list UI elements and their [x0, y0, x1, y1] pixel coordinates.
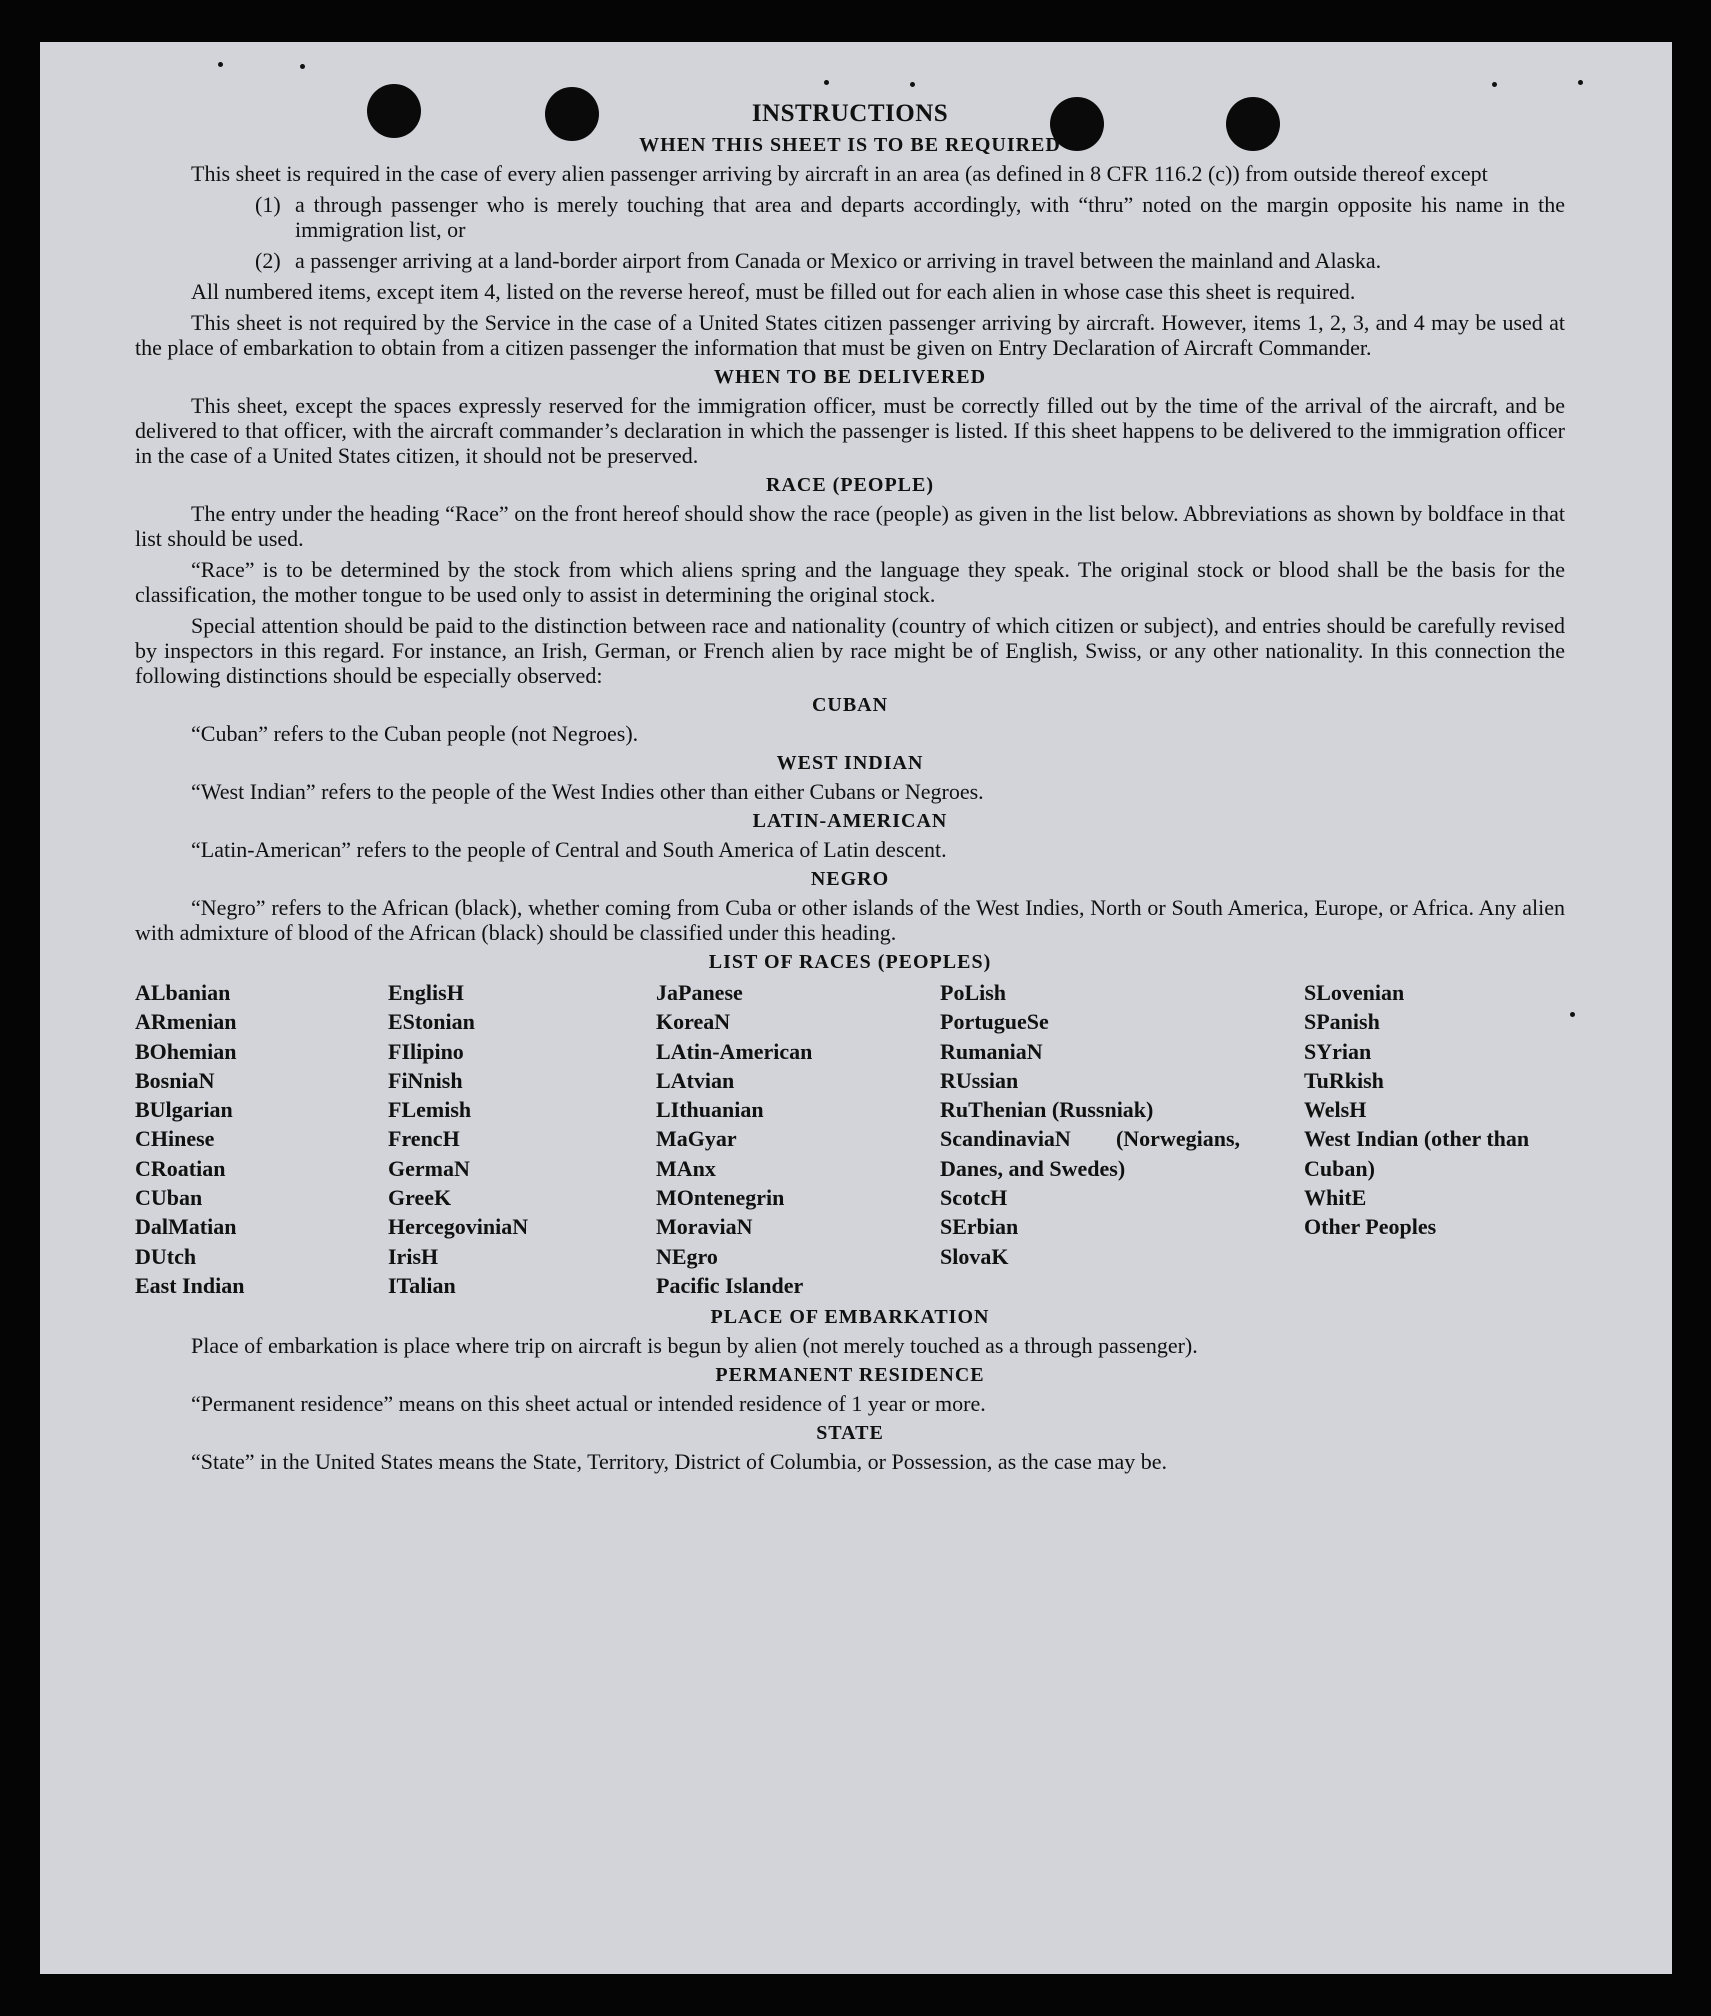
race-entry: SYrian — [1304, 1038, 1372, 1064]
race-column — [656, 978, 940, 1300]
speck — [1570, 1012, 1575, 1017]
race-column — [388, 978, 656, 1300]
race-entry: ITalian — [388, 1272, 456, 1298]
race-entry: IrisH — [388, 1243, 439, 1269]
race-entry: NEgro — [656, 1243, 718, 1269]
section-heading: WHEN THIS SHEET IS TO BE REQUIRED — [639, 134, 1061, 156]
paragraph: “State” in the United States means the State, Territory, District of Columbia, or Possession, as the case may be. — [191, 1449, 1168, 1475]
paragraph: Special attention should be paid to the distinction between race and nationality (country of which citizen or subject), and entries should be carefully revised by inspectors in this regard. For instance, an Irish, German, or French alien by race might be of English, Swiss, or any other nationality. In this connection the following distinctions should be especially observed: — [135, 613, 1565, 688]
race-entry: RumaniaN — [940, 1038, 1043, 1064]
paragraph: “Negro” refers to the African (black), whether coming from Cuba or other islands of the West Indies, North or South America, Europe, or Africa. Any alien with admixture of blood of the African (black) should be classified under this heading. — [135, 895, 1565, 945]
race-entry: ScotcH — [940, 1185, 1008, 1211]
race-column — [1304, 978, 1565, 1300]
race-entry: JaPanese — [656, 980, 743, 1005]
race-entry: West Indian (other than Cuban) — [1304, 1126, 1530, 1181]
race-entry: GreeK — [388, 1185, 452, 1211]
race-entry: BUlgarian — [135, 1097, 233, 1123]
paragraph: This sheet is required in the case of every alien passenger arriving by aircraft in an area (as defined in 8 CFR 116.2 (c)) from outside thereof except — [191, 161, 1488, 186]
race-entry: FrencH — [388, 1126, 460, 1152]
paragraph: This sheet is not required by the Service in the case of a United States citizen passenger arriving by aircraft. However, items 1, 2, 3, and 4 may be used at the place of embarkation to obtain from a citizen passenger the information that must be given on Entry Declaration of Aircraft Commander. — [135, 310, 1565, 360]
instructions-content — [135, 100, 1565, 1480]
speck — [1492, 82, 1497, 87]
speck — [1578, 80, 1583, 85]
section-heading: PLACE OF EMBARKATION — [710, 1306, 990, 1329]
item-text: a passenger arriving at a land-border airport from Canada or Mexico or arriving in travel between the mainland and Alaska. — [295, 248, 1382, 273]
race-entry: CHinese — [135, 1126, 215, 1152]
section-heading: PERMANENT RESIDENCE — [715, 1364, 985, 1387]
list-item — [255, 192, 1565, 242]
race-entry: WelsH — [1304, 1097, 1367, 1123]
speck — [218, 62, 223, 67]
race-entry: LIthuanian — [656, 1097, 764, 1123]
race-entry: CRoatian — [135, 1155, 226, 1181]
item-text: a through passenger who is merely touching that area and departs accordingly, with “thru” noted on the margin opposite his name in the immigration list, or — [295, 192, 1565, 242]
race-entry: WhitE — [1304, 1185, 1367, 1211]
race-entry: EnglisH — [388, 980, 464, 1005]
race-entry: PortugueSe — [940, 1009, 1049, 1035]
paragraph: “Permanent residence” means on this sheet actual or intended residence of 1 year or more. — [191, 1391, 986, 1417]
paragraph: This sheet, except the spaces expressly reserved for the immigration officer, must be correctly filled out by the time of the arrival of the aircraft, and be delivered to that officer, with the aircraft commander’s declaration in which the passenger is listed. If this sheet happens to be delivered to the immigration officer in the case of a United States citizen, it should not be preserved. — [135, 393, 1565, 468]
item-number: (2) — [255, 248, 281, 273]
race-column — [940, 978, 1304, 1300]
race-entry: MoraviaN — [656, 1214, 753, 1240]
race-entry: Other Peoples — [1304, 1214, 1437, 1240]
section-heading: WEST INDIAN — [776, 752, 924, 774]
race-entry: SErbian — [940, 1214, 1019, 1240]
race-entry: LAtin-American — [656, 1038, 813, 1064]
race-entry: Pacific Islander — [656, 1272, 804, 1298]
paragraph: Place of embarkation is place where trip on aircraft is begun by alien (not merely touched as a through passenger). — [191, 1333, 1198, 1359]
race-list — [135, 978, 1565, 1300]
section-heading: RACE (PEOPLE) — [766, 474, 934, 496]
race-entry: ScandinaviaN (Norwegians, Danes, and Swedes) — [940, 1126, 1240, 1181]
race-entry: MaGyar — [656, 1126, 737, 1152]
list-item — [255, 248, 1565, 273]
race-entry: BOhemian — [135, 1038, 237, 1064]
race-entry: EStonian — [388, 1009, 475, 1035]
race-entry: TuRkish — [1304, 1067, 1384, 1093]
race-entry: FIlipino — [388, 1038, 464, 1064]
race-entry: MOntenegrin — [656, 1185, 785, 1211]
section-heading: NEGRO — [810, 868, 890, 890]
race-entry: FLemish — [388, 1097, 472, 1123]
race-entry: DalMatian — [135, 1214, 237, 1240]
race-entry: RuThenian (Russniak) — [940, 1097, 1154, 1123]
section-heading: LIST OF RACES (PEOPLES) — [708, 951, 992, 973]
speck — [300, 64, 305, 69]
race-entry: FiNnish — [388, 1067, 463, 1093]
race-entry: DUtch — [135, 1243, 197, 1269]
page-title: INSTRUCTIONS — [751, 100, 949, 127]
race-entry: PoLish — [940, 980, 1007, 1005]
race-entry: HercegoviniaN — [388, 1214, 529, 1240]
race-entry: SLovenian — [1304, 980, 1405, 1005]
race-entry: East Indian — [135, 1272, 245, 1298]
race-entry: BosniaN — [135, 1067, 215, 1093]
race-entry: KoreaN — [656, 1009, 731, 1035]
section-heading: CUBAN — [811, 694, 889, 716]
speck — [910, 82, 915, 87]
speck — [824, 80, 829, 85]
paragraph: “Cuban” refers to the Cuban people (not Negroes). — [191, 721, 639, 746]
paragraph: The entry under the heading “Race” on the front hereof should show the race (people) as given in the list below. Abbreviations as shown by boldface in that list should be used. — [135, 501, 1565, 551]
race-entry: LAtvian — [656, 1067, 735, 1093]
paragraph: “Latin-American” refers to the people of Central and South America of Latin descent. — [191, 837, 947, 862]
section-heading: LATIN-AMERICAN — [752, 810, 948, 832]
document-sheet — [40, 42, 1672, 1974]
paragraph: “Race” is to be determined by the stock from which aliens spring and the language they speak. The original stock or blood shall be the basis for the classification, the mother tongue to be used only to assist in determining the original stock. — [135, 557, 1565, 607]
race-entry: SPanish — [1304, 1009, 1380, 1035]
paragraph: All numbered items, except item 4, listed on the reverse hereof, must be filled out for each alien in whose case this sheet is required. — [191, 279, 1356, 304]
race-entry: GermaN — [388, 1155, 470, 1181]
race-entry: SlovaK — [940, 1243, 1009, 1269]
race-entry: ARmenian — [135, 1009, 237, 1035]
race-column — [135, 978, 388, 1300]
section-heading: WHEN TO BE DELIVERED — [713, 366, 987, 388]
race-entry: CUban — [135, 1185, 203, 1211]
item-number: (1) — [255, 192, 281, 217]
paragraph: “West Indian” refers to the people of the West Indies other than either Cubans or Negroes. — [191, 779, 984, 804]
section-heading: STATE — [816, 1422, 884, 1445]
race-entry: ALbanian — [135, 980, 231, 1005]
race-entry: RUssian — [940, 1067, 1019, 1093]
race-entry: MAnx — [656, 1155, 716, 1181]
